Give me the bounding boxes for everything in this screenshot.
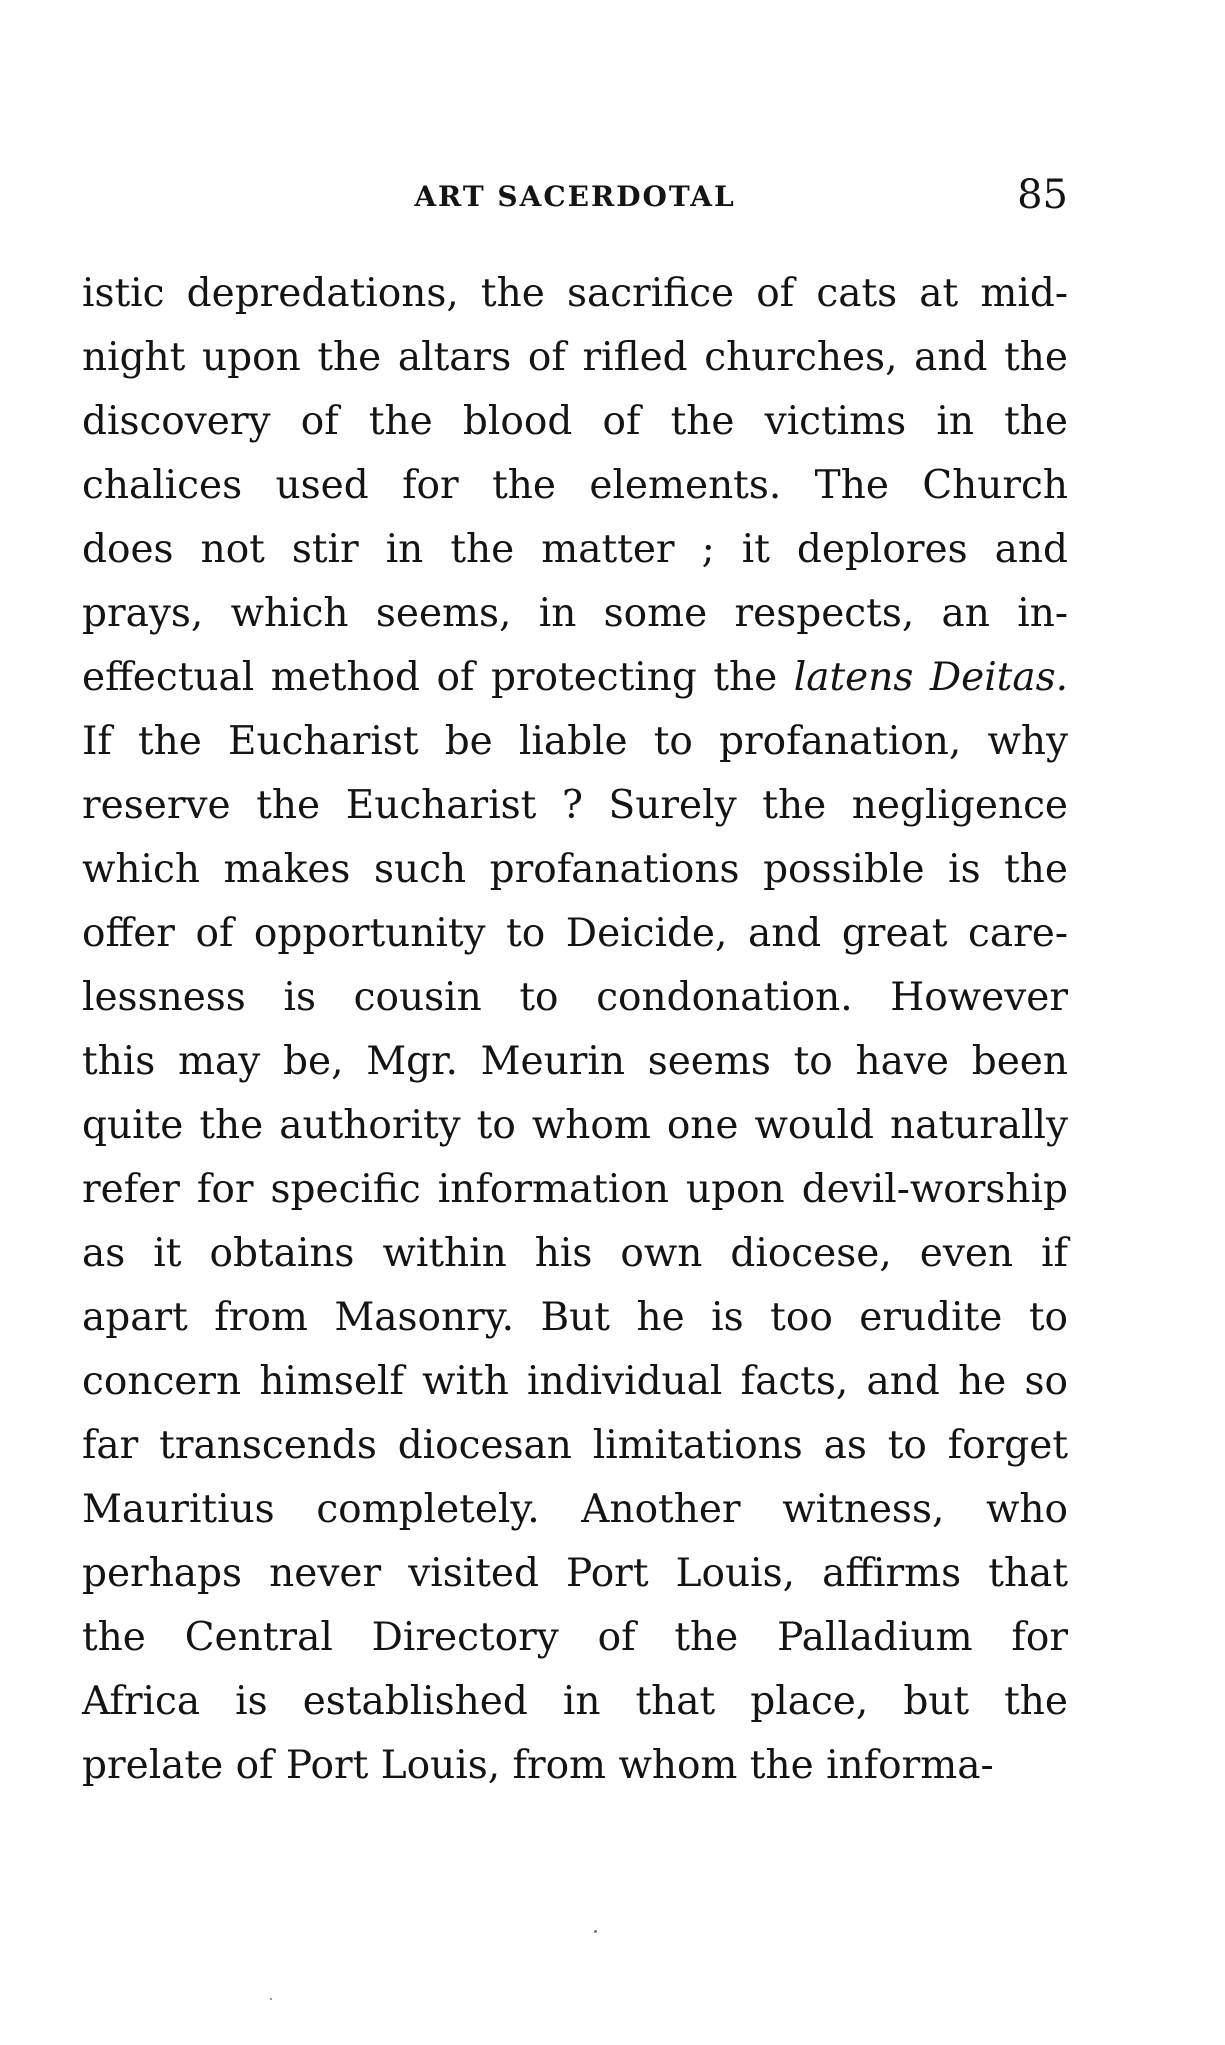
text-line [82,646,1068,710]
text-line: lessness is cousin to condonation. However [82,975,1068,1020]
text-line: discovery of the blood of the victims in the [82,399,1068,444]
text-line: night upon the altars of rifled churches, and the [82,335,1068,380]
text-line: reserve the Eucharist ? Surely the negligence [82,783,1068,828]
text-line: chalices used for the elements. The Church [82,463,1068,508]
text-line: quite the authority to whom one would naturally [82,1103,1068,1148]
text-line: prelate of Port Louis, from whom the informa- [82,1743,994,1788]
text-line: refer for specific information upon devil-worship [82,1167,1068,1212]
text-line: far transcends diocesan limitations as to forget [82,1423,1068,1468]
text-line: offer of opportunity to Deicide, and great care- [82,911,1068,956]
paper-speck [270,1998,272,2000]
text-line: If the Eucharist be liable to profanation, why [82,719,1068,764]
italic-phrase: latens Deitas. [793,655,1069,700]
text-line: perhaps never visited Port Louis, affirms that [82,1551,1068,1596]
paper-speck [594,1930,597,1933]
text-line: concern himself with individual facts, and he so [82,1359,1068,1404]
text-line: Mauritius completely. Another witness, who [82,1487,1068,1532]
text-line: prays, which seems, in some respects, an in- [82,591,1068,636]
body-text [82,262,1068,1798]
page-number: 85 [1017,172,1068,218]
text-line: Africa is established in that place, but the [82,1679,1068,1724]
text-line: which makes such profanations possible is the [82,847,1068,892]
text-line: does not stir in the matter ; it deplores and [82,527,1068,572]
text-segment: effectual method of protecting the [82,655,794,700]
running-header [82,172,1068,222]
text-line: this may be, Mgr. Meurin seems to have been [82,1039,1068,1084]
running-title: ART SACERDOTAL [414,180,736,213]
text-line: as it obtains within his own diocese, even if [82,1231,1068,1276]
text-line: the Central Directory of the Palladium for [82,1615,1068,1660]
text-line: istic depredations, the sacrifice of cats at mid- [82,271,1068,316]
text-line: apart from Masonry. But he is too erudite to [82,1295,1068,1340]
